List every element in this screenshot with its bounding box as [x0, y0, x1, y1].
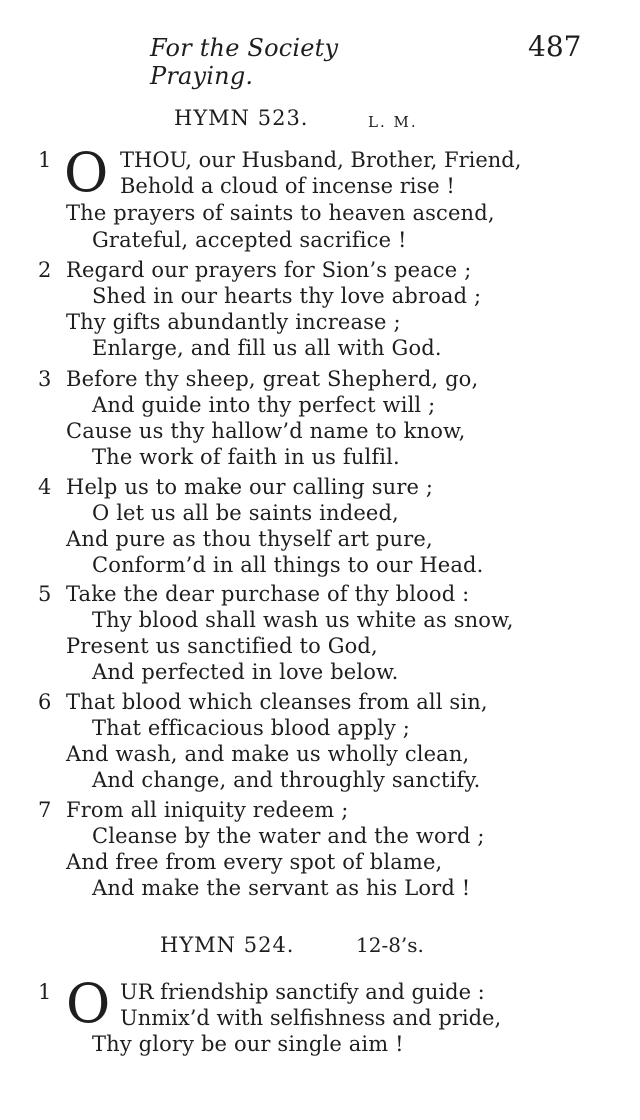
hymn-524-meter: 12-8’s.	[356, 933, 424, 957]
verse-line: Take the dear purchase of thy blood :	[66, 582, 470, 606]
verse-line: That efficacious blood apply ;	[92, 716, 411, 740]
verse-line: And perfected in love below.	[92, 660, 399, 684]
verse-line: Conform’d in all things to our Head.	[92, 553, 484, 577]
verse-line: Grateful, accepted sacrifice !	[92, 228, 407, 252]
stanza-number: 6	[38, 690, 52, 714]
verse-line: And guide into thy perfect will ;	[92, 393, 436, 417]
verse-line: The prayers of saints to heaven ascend,	[66, 201, 495, 225]
drop-cap: O	[64, 141, 109, 204]
hymn-523-title: HYMN 523.	[174, 106, 309, 130]
hymn-524-title: HYMN 524.	[160, 933, 295, 957]
verse-line: UR friendship sanctify and guide :	[120, 980, 485, 1004]
verse-line: And free from every spot of blame,	[66, 850, 443, 874]
verse-line: O let us all be saints indeed,	[92, 501, 399, 525]
verse-line: And wash, and make us wholly clean,	[66, 742, 470, 766]
verse-line: Present us sanctified to God,	[66, 634, 378, 658]
verse-line: Thy gifts abundantly increase ;	[66, 310, 401, 334]
verse-line: Regard our prayers for Sion’s peace ;	[66, 258, 472, 282]
drop-cap: O	[66, 972, 111, 1035]
page-number: 487	[528, 30, 582, 63]
stanza-number: 1	[38, 980, 52, 1004]
verse-line: THOU, our Husband, Brother, Friend,	[120, 148, 522, 172]
hymn-523-meter: L. M.	[368, 113, 418, 131]
verse-line: Cause us thy hallow’d name to know,	[66, 419, 466, 443]
stanza-number: 3	[38, 367, 52, 391]
verse-line: Thy blood shall wash us white as snow,	[92, 608, 514, 632]
running-title: For the Society Praying.	[150, 34, 339, 90]
stanza-number: 7	[38, 798, 52, 822]
verse-line: Help us to make our calling sure ;	[66, 475, 434, 499]
stanza-number: 4	[38, 475, 52, 499]
verse-line: That blood which cleanses from all sin,	[66, 690, 488, 714]
verse-line: Unmix’d with selfishness and pride,	[120, 1006, 502, 1030]
verse-line: Thy glory be our single aim !	[92, 1032, 404, 1056]
verse-line: And change, and throughly sanctify.	[92, 768, 481, 792]
verse-line: And pure as thou thyself art pure,	[66, 527, 433, 551]
verse-line: The work of faith in us fulfil.	[92, 445, 400, 469]
verse-line: Enlarge, and fill us all with God.	[92, 336, 442, 360]
stanza-number: 1	[38, 148, 52, 172]
verse-line: Before thy sheep, great Shepherd, go,	[66, 367, 479, 391]
verse-line: Behold a cloud of incense rise !	[120, 174, 455, 198]
stanza-number: 5	[38, 582, 52, 606]
verse-line: From all iniquity redeem ;	[66, 798, 349, 822]
stanza-number: 2	[38, 258, 52, 282]
verse-line: Cleanse by the water and the word ;	[92, 824, 485, 848]
verse-line: Shed in our hearts thy love abroad ;	[92, 284, 482, 308]
verse-line: And make the servant as his Lord !	[92, 876, 471, 900]
